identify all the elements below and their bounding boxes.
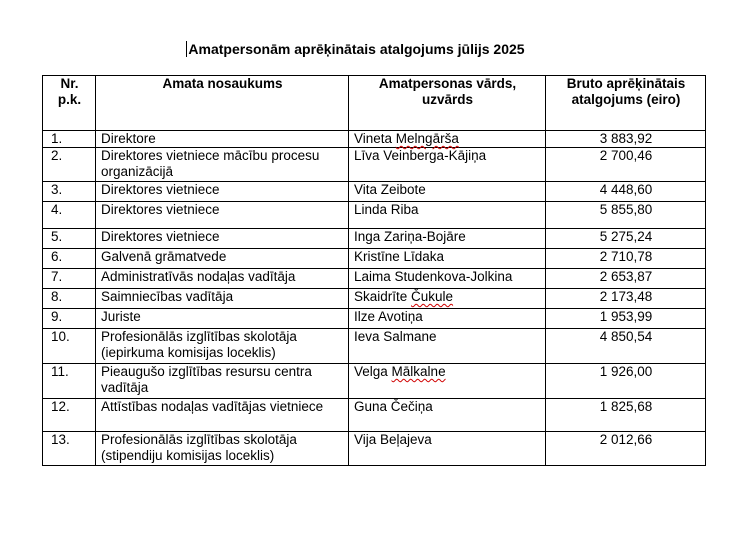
row-number: 7. (43, 269, 96, 289)
salary-cell: 3 883,92 (546, 131, 706, 148)
position-cell: Direktores vietniece (96, 229, 349, 249)
salary-cell: 5 855,80 (546, 202, 706, 229)
salary-cell: 1 953,99 (546, 309, 706, 329)
salary-table (42, 75, 706, 466)
name-cell: Vija Beļajeva (349, 432, 546, 466)
table-row (43, 148, 706, 182)
position-cell: Direktore (96, 131, 349, 148)
row-number: 3. (43, 182, 96, 202)
name-cell: Velga Mālkalne (349, 364, 546, 399)
table-body (43, 131, 706, 466)
salary-cell: 2 700,46 (546, 148, 706, 182)
name-cell: Linda Riba (349, 202, 546, 229)
salary-cell: 4 850,54 (546, 329, 706, 364)
table-row (43, 202, 706, 229)
salary-cell: 1 825,68 (546, 399, 706, 432)
table-row (43, 182, 706, 202)
position-cell: Galvenā grāmatvede (96, 249, 349, 269)
name-cell: Ieva Salmane (349, 329, 546, 364)
spellcheck-underline: Čukule (411, 289, 454, 304)
table-row (43, 309, 706, 329)
table-row (43, 364, 706, 399)
name-cell: Vita Zeibote (349, 182, 546, 202)
position-cell: Direktores vietniece mācību procesu organizācijā (96, 148, 349, 182)
salary-cell: 2 710,78 (546, 249, 706, 269)
table-row (43, 289, 706, 309)
table-row (43, 329, 706, 364)
name-cell: Ilze Avotiņa (349, 309, 546, 329)
salary-cell: 4 448,60 (546, 182, 706, 202)
salary-cell: 5 275,24 (546, 229, 706, 249)
name-cell: Guna Čečiņa (349, 399, 546, 432)
table-row (43, 269, 706, 289)
position-cell: Pieaugušo izglītības resursu centra vadītāja (96, 364, 349, 399)
header-nr: Nr. p.k. (43, 76, 96, 131)
row-number: 11. (43, 364, 96, 399)
salary-cell: 2 653,87 (546, 269, 706, 289)
table-row (43, 249, 706, 269)
name-cell: Līva Veinberga-Kājiņa (349, 148, 546, 182)
position-cell: Direktores vietniece (96, 202, 349, 229)
position-cell: Administratīvās nodaļas vadītāja (96, 269, 349, 289)
name-cell: Inga Zariņa-Bojāre (349, 229, 546, 249)
header-position: Amata nosaukums (96, 76, 349, 131)
position-cell: Profesionālās izglītības skolotāja (iepirkuma komisijas loceklis) (96, 329, 349, 364)
row-number: 2. (43, 148, 96, 182)
table-row (43, 229, 706, 249)
spellcheck-underline: Mālkalne (391, 364, 446, 379)
position-cell: Profesionālās izglītības skolotāja (stipendiju komisijas loceklis) (96, 432, 349, 466)
row-number: 12. (43, 399, 96, 432)
position-cell: Direktores vietniece (96, 182, 349, 202)
table-row (43, 432, 706, 466)
header-name: Amatpersonas vārds, uzvārds (349, 76, 546, 131)
row-number: 6. (43, 249, 96, 269)
header-row (43, 76, 706, 131)
row-number: 9. (43, 309, 96, 329)
name-cell: Vineta Melngārša (349, 131, 546, 148)
row-number: 10. (43, 329, 96, 364)
row-number: 4. (43, 202, 96, 229)
table-row (43, 399, 706, 432)
name-cell: Kristīne Līdaka (349, 249, 546, 269)
table-row (43, 131, 706, 148)
row-number: 1. (43, 131, 96, 148)
row-number: 5. (43, 229, 96, 249)
header-salary: Bruto aprēķinātais atalgojums (eiro) (546, 76, 706, 131)
title-text: Amatpersonām aprēķinātais atalgojums jūlijs 2025 (188, 41, 525, 57)
position-cell: Attīstības nodaļas vadītājas vietniece (96, 399, 349, 432)
name-cell: Laima Studenkova-Jolkina (349, 269, 546, 289)
position-cell: Saimniecības vadītāja (96, 289, 349, 309)
name-cell: Skaidrīte Čukule (349, 289, 546, 309)
salary-cell: 1 926,00 (546, 364, 706, 399)
row-number: 8. (43, 289, 96, 309)
row-number: 13. (43, 432, 96, 466)
salary-cell: 2 012,66 (546, 432, 706, 466)
document-title (0, 41, 711, 57)
salary-cell: 2 173,48 (546, 289, 706, 309)
spellcheck-underline: Melngārša (395, 131, 459, 146)
position-cell: Juriste (96, 309, 349, 329)
